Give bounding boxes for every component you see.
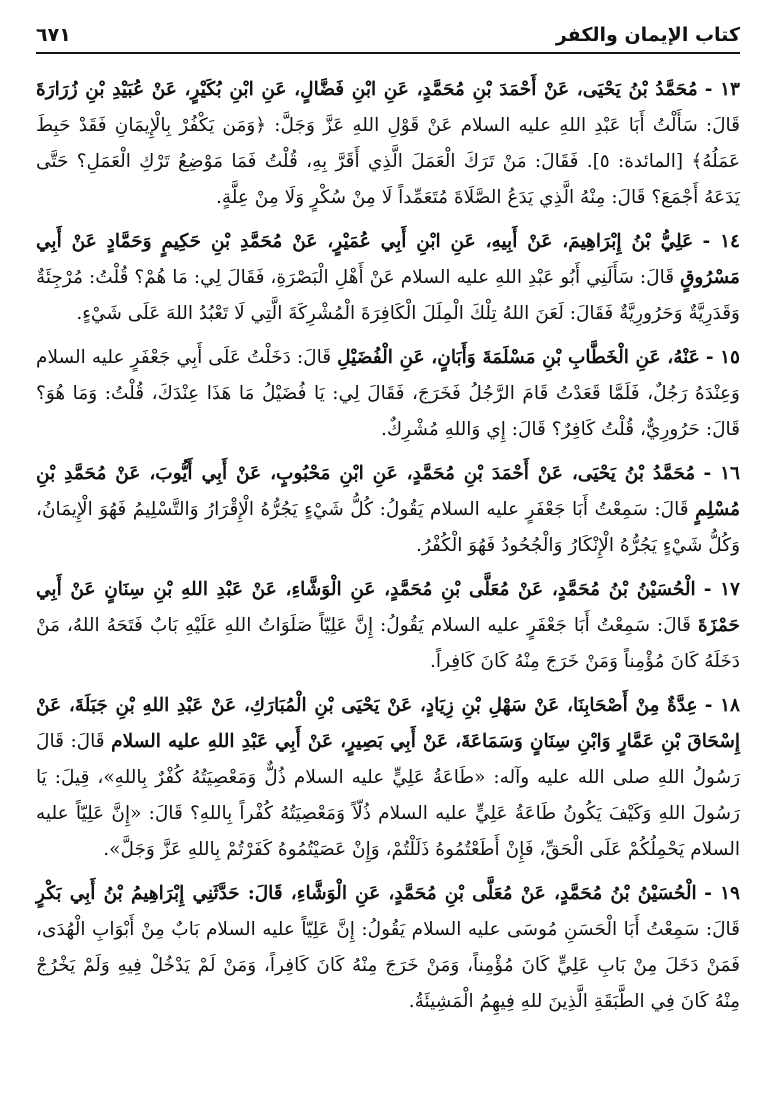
hadith-text: قَالَ: سَمِعْتُ أَبَا جَعْفَرٍ عليه السلام يَقُولُ: كُلُّ شَيْءٍ يَجُرُّهُ الْإِقْرَارُ وَالتَّسْلِيمُ فَهُوَ الْإِيمَانُ، وَكُلُّ شَيْءٍ يَجُرُّهُ الْإِنْكَارُ وَالْجُحُودُ فَهُوَ الْكُفْرُ.: [36, 499, 740, 556]
page-content: [36, 72, 740, 1020]
hadith-text: قَالَ: سَمِعْتُ أَبَا جَعْفَرٍ عليه السلام يَقُولُ: إِنَّ عَلِيّاً صَلَوَاتُ اللهِ عَلَيْهِ بَابٌ فَتَحَهُ اللهُ، مَنْ دَخَلَهُ كَانَ مُؤْمِناً وَمَنْ خَرَجَ مِنْهُ كَانَ كَافِراً.: [36, 615, 740, 672]
hadith-chain: مُحَمَّدُ بْنُ يَحْيَى، عَنْ أَحْمَدَ بْنِ مُحَمَّدٍ، عَنِ ابْنِ فَضَّالٍ، عَنِ ابْنِ بُكَيْرٍ، عَنْ عُبَيْدِ بْنِ زُرَارَةَ: [36, 79, 698, 100]
hadith-chain: عَلِيُّ بْنُ إِبْرَاهِيمَ، عَنْ أَبِيهِ، عَنِ ابْنِ أَبِي عُمَيْرٍ، عَنْ مُحَمَّدِ بْنِ حَكِيمٍ وَحَمَّادٍ عَنْ أَبِي مَسْرُوقٍ: [36, 231, 740, 288]
hadith-number: ١٨ -: [704, 695, 740, 716]
hadith-19: [36, 876, 740, 1020]
hadith-15: [36, 340, 740, 448]
book-title: كتاب الإيمان والكفر: [555, 24, 740, 46]
hadith-chain: الْحُسَيْنُ بْنُ مُحَمَّدٍ، عَنْ مُعَلَّى بْنِ مُحَمَّدٍ، عَنِ الْوَشَّاءِ، قَالَ: حَدَّثَنِي إِبْرَاهِيمُ بْنُ أَبِي بَكْرٍ: [36, 883, 697, 904]
hadith-chain: عِدَّةٌ مِنْ أَصْحَابِنَا، عَنْ سَهْلِ بْنِ زِيَادٍ، عَنْ يَحْيَى بْنِ الْمُبَارَكِ، عَنْ عَبْدِ اللهِ بْنِ جَبَلَةَ، عَنْ إِسْحَاقَ بْنِ عَمَّارٍ وَابْنِ سِنَانٍ وَسَمَاعَةَ، عَنْ أَبِي بَصِيرٍ، عَنْ أَبِي عَبْدِ اللهِ عليه السلام: [36, 695, 740, 752]
hadith-number: ١٣ -: [704, 79, 740, 100]
hadith-16: [36, 456, 740, 564]
hadith-text: قَالَ: سَمِعْتُ أَبَا الْحَسَنِ مُوسَى عليه السلام يَقُولُ: إِنَّ عَلِيّاً عليه السلام بَابٌ مِنْ أَبْوَابِ الْهُدَى، فَمَنْ دَخَلَ مِنْ بَابِ عَلِيٍّ كَانَ مُؤْمِناً، وَمَنْ خَرَجَ مِنْهُ كَانَ كَافِراً، وَمَنْ لَمْ يَدْخُلْ فِيهِ وَلَمْ يَخْرُجْ مِنْهُ كَانَ فِي الطَّبَقَةِ الَّذِينَ للهِ فِيهِمُ الْمَشِيئَةُ.: [36, 919, 740, 1012]
hadith-text: قَالَ: سَأَلَنِي أَبُو عَبْدِ اللهِ عليه السلام عَنْ أَهْلِ الْبَصْرَةِ، فَقَالَ لِي: مَا هُمْ؟ قُلْتُ: مُرْجِئَةٌ وَقَدَرِيَّةٌ وَحَرُورِيَّةٌ فَقَالَ: لَعَنَ اللهُ تِلْكَ الْمِلَلَ الْكَافِرَةَ الْمُشْرِكَةَ الَّتِي لَا تَعْبُدُ اللهَ عَلَى شَيْءٍ.: [36, 267, 740, 324]
hadith-text: قَالَ: دَخَلْتُ عَلَى أَبِي جَعْفَرٍ عليه السلام وَعِنْدَهُ رَجُلٌ، فَلَمَّا قَعَدْتُ قَامَ الرَّجُلُ فَخَرَجَ، فَقَالَ لِي: يَا فُضَيْلُ مَا هَذَا عِنْدَكَ، قُلْتُ: وَمَا هُوَ؟ قَالَ: حَرُورِيٌّ، قُلْتُ كَافِرٌ؟ قَالَ: إِي وَاللهِ مُشْرِكٌ.: [36, 347, 740, 440]
hadith-13: [36, 72, 740, 216]
page-number: ٦٧١: [36, 24, 71, 46]
hadith-text: قَالَ: سَأَلْتُ أَبَا عَبْدِ اللهِ عليه السلام عَنْ قَوْلِ اللهِ عَزَّ وَجَلَّ: ﴿وَمَن يَكْفُرْ بِالْإِيمَانِ فَقَدْ حَبِطَ عَمَلُهُ﴾ [المائدة: ٥]. فَقَالَ: مَنْ تَرَكَ الْعَمَلَ الَّذِي أَقَرَّ بِهِ، قُلْتُ فَمَا مَوْضِعُ تَرْكِ الْعَمَلِ؟ حَتَّى يَدَعَهُ أَجْمَعَ؟ قَالَ: مِنْهُ الَّذِي يَدَعُ الصَّلَاةَ مُتَعَمِّداً لَا مِنْ سُكْرٍ وَلَا مِنْ عِلَّةٍ.: [36, 115, 740, 208]
hadith-number: ١٧ -: [703, 579, 740, 600]
hadith-number: ١٦ -: [703, 463, 740, 484]
page-header: [36, 22, 740, 54]
hadith-18: [36, 688, 740, 868]
hadith-chain: مُحَمَّدُ بْنُ يَحْيَى، عَنْ أَحْمَدَ بْنِ مُحَمَّدٍ، عَنِ ابْنِ مَحْبُوبٍ، عَنْ أَبِي أَيُّوبَ، عَنْ مُحَمَّدِ بْنِ مُسْلِمٍ: [36, 463, 740, 520]
hadith-chain: الْحُسَيْنُ بْنُ مُحَمَّدٍ، عَنْ مُعَلَّى بْنِ مُحَمَّدٍ، عَنِ الْوَشَّاءِ، عَنْ عَبْدِ اللهِ بْنِ سِنَانٍ عَنْ أَبِي حَمْزَةَ: [36, 579, 740, 636]
hadith-chain: عَنْهُ، عَنِ الْخَطَّابِ بْنِ مَسْلَمَةَ وَأَبَانٍ، عَنِ الْفُضَيْلِ: [337, 347, 700, 368]
hadith-number: ١٩ -: [704, 883, 740, 904]
hadith-14: [36, 224, 740, 332]
hadith-17: [36, 572, 740, 680]
hadith-number: ١٥ -: [705, 347, 740, 368]
hadith-number: ١٤ -: [702, 231, 740, 252]
hadith-text: قَالَ: قَالَ رَسُولُ اللهِ صلى الله عليه وآله: «طَاعَةُ عَلِيٍّ عليه السلام ذُلٌّ وَمَعْصِيَتُهُ كُفْرٌ بِاللهِ»، قِيلَ: يَا رَسُولَ اللهِ وَكَيْفَ يَكُونُ طَاعَةُ عَلِيٍّ عليه السلام ذُلّاً وَمَعْصِيَتُهُ كُفْراً بِاللهِ؟ قَالَ: «إِنَّ عَلِيّاً عليه السلام يَحْمِلُكُمْ عَلَى الْحَقِّ، فَإِنْ أَطَعْتُمُوهُ ذَلَلْتُمْ، وَإِنْ عَصَيْتُمُوهُ كَفَرْتُمْ بِاللهِ عَزَّ وَجَلَّ».: [36, 731, 740, 860]
